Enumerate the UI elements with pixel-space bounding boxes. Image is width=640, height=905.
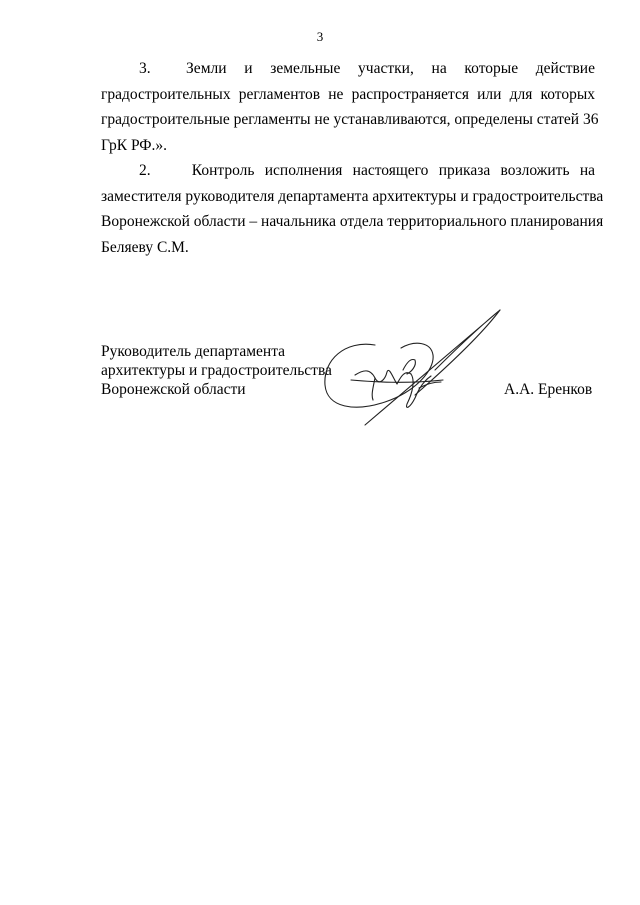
signer-name: А.А. Еренков [504, 381, 593, 398]
text-line: Воронежской области – начальника отдела территориального планирования [101, 213, 604, 230]
paragraph-item-2 [101, 158, 604, 260]
page-number: 3 [316, 29, 324, 44]
text-line: градостроительные регламенты не устанавливаются, определены статей 36 [101, 111, 599, 128]
text-line: заместителя руководителя департамента архитектуры и градостроительства [101, 187, 604, 205]
document-body [101, 56, 604, 260]
position-line: Воронежской области [101, 381, 246, 398]
text-line: градостроительных регламентов не распространяется или для которых [101, 85, 595, 103]
position-line: архитектуры и градостроительства [101, 362, 332, 379]
text-line: 2. Контроль исполнения настоящего приказа возложить на [139, 162, 595, 179]
position-line: Руководитель департамента [101, 343, 286, 360]
text-line: ГрК РФ.». [101, 136, 168, 154]
paragraph-item-3 [101, 56, 599, 158]
text-line: Беляеву С.М. [101, 238, 189, 256]
text-line: 3. Земли и земельные участки, на которые действие [139, 60, 595, 77]
handwritten-signature [315, 300, 525, 430]
signatory-position [101, 342, 332, 399]
